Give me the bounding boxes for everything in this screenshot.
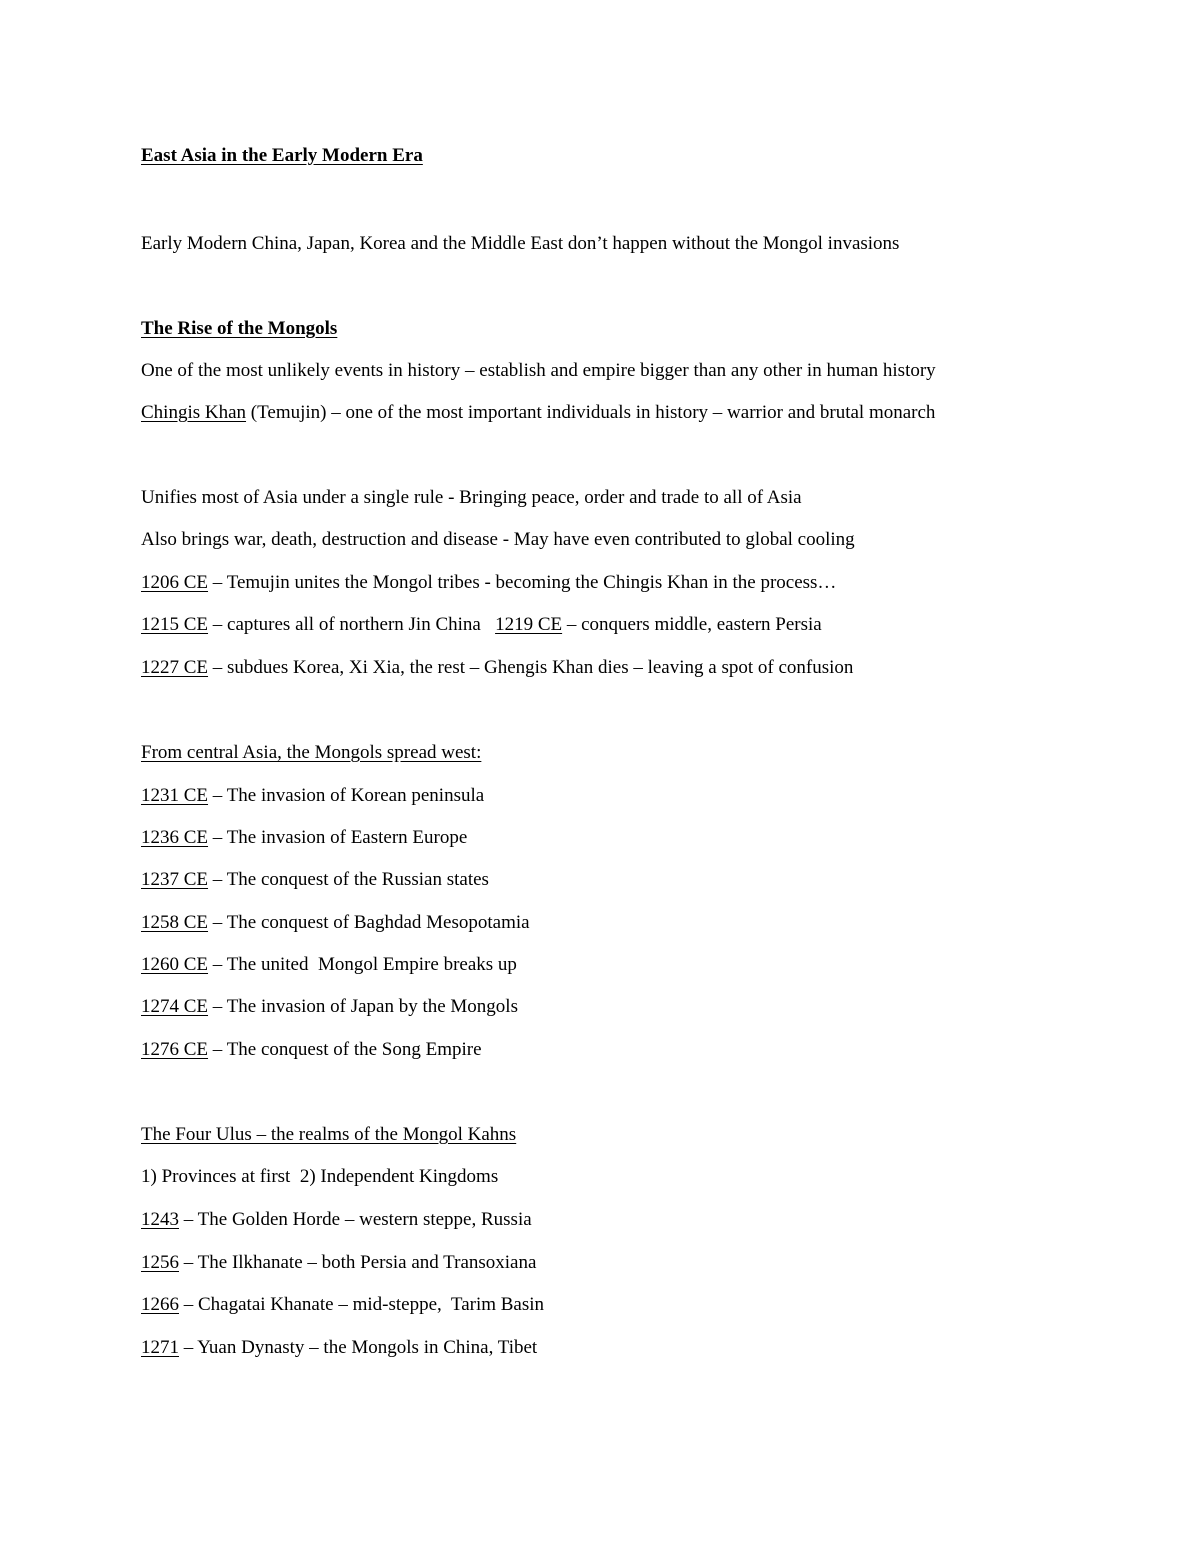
event-text: – The invasion of Japan by the Mongols [208,996,518,1017]
west-event-line [141,913,530,933]
chingis-desc: (Temujin) – one of the most important individuals in history – warrior and brutal monarch [246,402,936,423]
event-date: 1258 CE [141,912,209,933]
west-event-line [141,997,518,1017]
event-line [141,658,853,678]
event-date: 1227 CE [141,657,209,678]
ulus-date: 1266 [141,1294,179,1315]
event-date: 1231 CE [141,785,209,806]
ulus-text: – Yuan Dynasty – the Mongols in China, Tibet [179,1337,538,1358]
ulus-heading: The Four Ulus – the realms of the Mongol Kahns [141,1124,517,1145]
event-text: – The invasion of Eastern Europe [208,827,468,848]
event-text: – The invasion of Korean peninsula [208,785,485,806]
ulus-item [141,1253,536,1273]
west-event-line [141,1040,482,1060]
ulus-text: – Chagatai Khanate – mid-steppe, Tarim Basin [179,1294,545,1315]
event-date: 1219 CE [495,614,563,635]
event-line [141,573,836,593]
event-date: 1215 CE [141,614,209,635]
west-event-line [141,828,467,848]
ulus-subline: 1) Provinces at first 2) Independent Kingdoms [141,1166,499,1187]
event-text: – The conquest of the Song Empire [208,1039,482,1060]
event-date: 1236 CE [141,827,209,848]
ulus-text: – The Golden Horde – western steppe, Russia [179,1209,532,1230]
ulus-item [141,1295,544,1315]
event-date: 1276 CE [141,1039,209,1060]
effects-line-2: Also brings war, death, destruction and disease - May have even contributed to global cooling [141,529,855,550]
west-event-line [141,786,484,806]
event-date: 1260 CE [141,954,209,975]
ulus-date: 1243 [141,1209,179,1230]
event-text: – The conquest of Baghdad Mesopotamia [208,912,530,933]
west-event-line [141,955,517,975]
ulus-text: – The Ilkhanate – both Persia and Transoxiana [179,1252,537,1273]
chingis-khan-link: Chingis Khan [141,402,247,423]
ulus-item [141,1338,537,1358]
rise-heading: The Rise of the Mongols [141,318,338,339]
event-date: 1237 CE [141,869,209,890]
west-event-line [141,870,489,890]
event-text: – subdues Korea, Xi Xia, the rest – Ghengis Khan dies – leaving a spot of confusion [208,657,854,678]
event-date: 1274 CE [141,996,209,1017]
event-text: – The united Mongol Empire breaks up [208,954,517,975]
intro-line: Early Modern China, Japan, Korea and the Middle East don’t happen without the Mongol invasions [141,233,900,254]
chingis-line [141,403,935,423]
ulus-item [141,1210,532,1230]
event-text: – The conquest of the Russian states [208,869,489,890]
event-line [141,615,822,635]
event-text: – conquers middle, eastern Persia [562,614,822,635]
document-title: East Asia in the Early Modern Era [141,145,423,166]
event-text: – Temujin unites the Mongol tribes - becoming the Chingis Khan in the process… [208,572,837,593]
west-heading: From central Asia, the Mongols spread west: [141,742,482,763]
event-text: – captures all of northern Jin China [208,614,496,635]
event-date: 1206 CE [141,572,209,593]
ulus-date: 1256 [141,1252,179,1273]
effects-line-1: Unifies most of Asia under a single rule - Bringing peace, order and trade to all of Asia [141,487,802,508]
rise-line-1: One of the most unlikely events in history – establish and empire bigger than any other in human history [141,360,936,381]
ulus-date: 1271 [141,1337,179,1358]
